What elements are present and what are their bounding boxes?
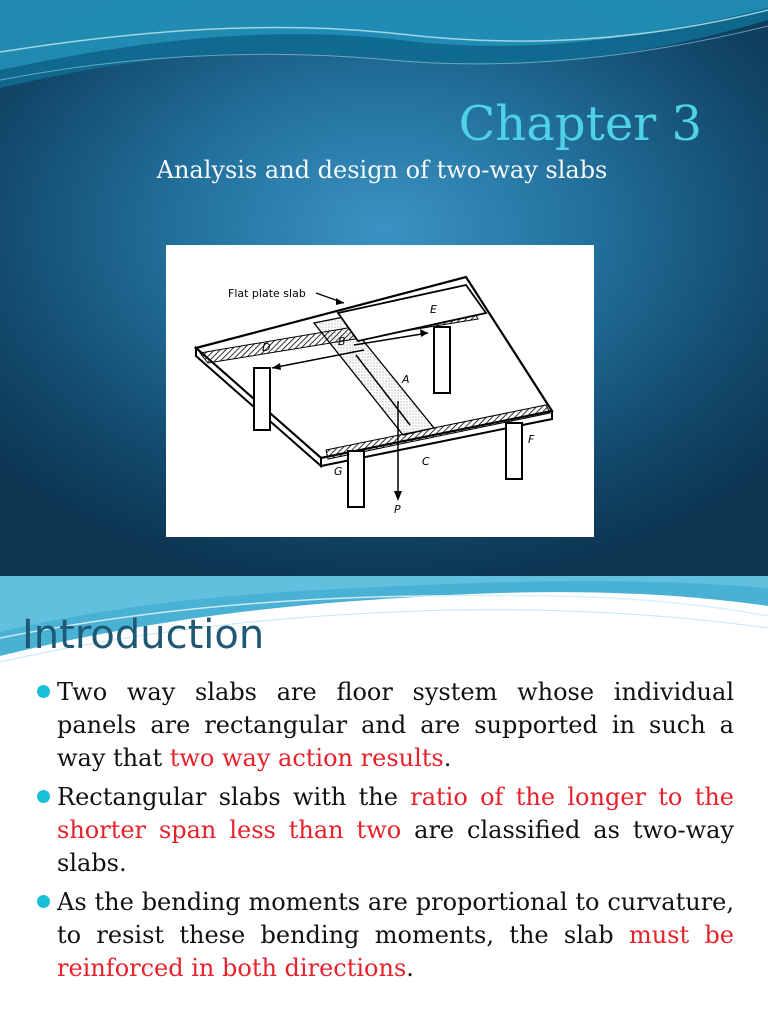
- flat-plate-slab-figure: [166, 245, 594, 537]
- bullet-text-end: .: [406, 954, 414, 982]
- bullet-icon: [37, 685, 50, 698]
- bullet-text-end: .: [443, 744, 452, 772]
- label-g: G: [334, 465, 343, 478]
- slab-diagram: [166, 245, 594, 537]
- label-c: C: [422, 455, 430, 468]
- label-b: B: [338, 335, 346, 348]
- label-f: F: [528, 433, 535, 446]
- figure-caption: Flat plate slab: [228, 287, 306, 300]
- label-d: D: [262, 341, 271, 354]
- section-title: Introduction: [22, 612, 265, 658]
- label-a: A: [402, 373, 410, 386]
- introduction-slide: [0, 576, 768, 1024]
- decorative-wave: [0, 0, 768, 110]
- bullet-icon: [37, 895, 50, 908]
- list-item: [34, 886, 734, 985]
- slide-title: Chapter 3: [458, 96, 702, 152]
- bullet-text: Rectangular slabs with the: [57, 783, 411, 811]
- bullet-emphasis: two way action results: [169, 744, 444, 772]
- bullet-text: As the bending moments are proportional to curvature, to resist these bending moments, the slab: [57, 888, 734, 949]
- bullet-text-end: are classified as two-way slabs.: [57, 816, 734, 877]
- bullet-text: Two way slabs are floor system whose individual panels are rectangular and are supported in such a way that: [57, 678, 734, 772]
- label-e: E: [430, 303, 437, 316]
- bullet-emphasis: ratio of the longer to the shorter span less than two: [57, 783, 734, 844]
- slide-subtitle: Analysis and design of two-way slabs: [156, 156, 608, 184]
- list-item: [34, 676, 734, 775]
- list-item: [34, 781, 734, 880]
- label-p: P: [394, 503, 401, 516]
- bullet-emphasis: must be reinforced in both directions: [57, 921, 735, 982]
- bullet-list: [34, 676, 734, 991]
- bullet-icon: [37, 790, 50, 803]
